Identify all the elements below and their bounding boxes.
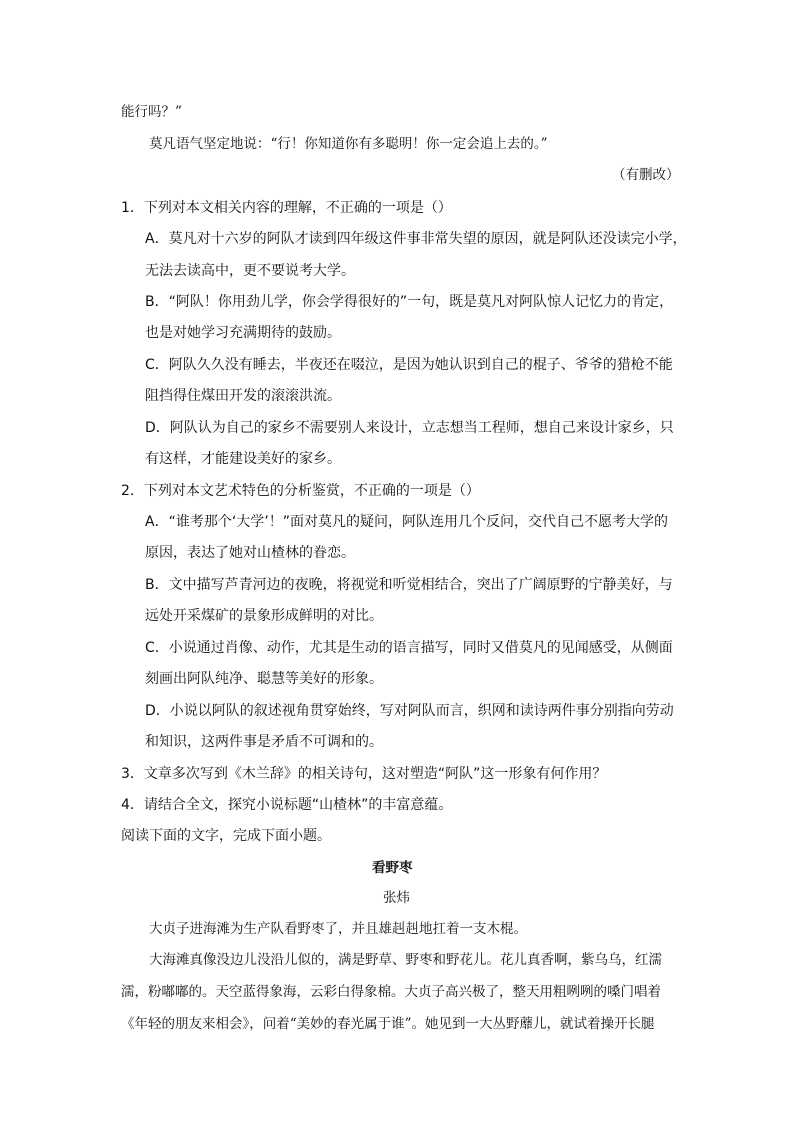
story-paragraph-line: 大海滩真像没边儿没沿儿似的，满是野草、野枣和野花儿。花儿真香啊，紫乌乌，红濡 [149,952,662,968]
story-paragraph-line: 大贞子进海滩为生产队看野枣了，并且雄赳赳地扛着一支木棍。 [149,921,527,937]
question-2-stem: 2．下列对本文艺术特色的分析鉴赏，不正确的一项是（） [121,483,480,499]
option-d-line: D．小说以阿队的叙述视角贯穿始终，写对阿队而言，织网和读诗两件事分别指向劳动 [145,703,674,719]
question-4-stem: 4．请结合全文，探究小说标题“山楂林”的丰富意蕴。 [121,797,453,813]
reading-instruction: 阅读下面的文字，完成下面小题。 [121,828,331,844]
option-a-line: 无法去读高中，更不要说考大学。 [145,263,355,279]
passage-source-note: （有删改） [612,167,680,183]
option-a-line: 原因，表达了她对山楂林的眷恋。 [145,545,355,561]
option-c-line: C．小说通过肖像、动作，尤其是生动的语言描写，同时又借莫凡的见闻感受，从侧面 [145,640,673,656]
story-author: 张炜 [383,890,410,906]
story-title: 看野枣 [372,860,413,876]
story-paragraph-line: 濡，粉嘟嘟的。天空蓝得象海，云彩白得象棉。大贞子高兴极了，整天用粗咧咧的嗓门唱着 [121,984,661,1000]
option-d-line: 有这样，才能建设美好的家乡。 [145,451,341,467]
story-paragraph-line: 《年轻的朋友来相会》，问着“美妙的春光属于谁”。她见到一大丛野蘼儿，就试着操开长腿 [121,1016,655,1032]
passage-line: 能行吗？” [121,104,182,120]
passage-line: 莫凡语气坚定地说：“行！你知道你有多聪明！你一定会追上去的。” [149,136,548,152]
option-d-line: 和知识，这两件事是矛盾不可调和的。 [145,734,383,750]
option-c-line: 阻挡得住煤田开发的滚滚洪流。 [145,388,341,404]
option-a-line: A．莫凡对十六岁的阿队才读到四年级这件事非常失望的原因，就是阿队还没读完小学， [145,231,687,247]
option-c-line: C．阿队久久没有睡去，半夜还在啜泣，是因为她认识到自己的棍子、爷爷的猎枪不能 [145,357,673,373]
option-a-line: A．“谁考那个‘大学’！”面对莫凡的疑问，阿队连用几个反问，交代自己不愿考大学的 [145,514,668,530]
question-3-stem: 3．文章多次写到《木兰辞》的相关诗句，这对塑造“阿队”这一形象有何作用？ [121,766,607,782]
option-b-line: 远处开采煤矿的景象形成鲜明的对比。 [145,608,383,624]
option-b-line: B．“阿队！你用劲儿学，你会学得很好的”一句，既是莫凡对阿队惊人记忆力的肯定， [145,294,674,310]
question-1-stem: 1．下列对本文相关内容的理解，不正确的一项是（） [121,200,452,216]
option-b-line: 也是对她学习充满期待的鼓励。 [145,325,341,341]
option-b-line: B．文中描写芦青河边的夜晚，将视觉和听觉相结合，突出了广阔原野的宁静美好，与 [145,577,673,593]
option-d-line: D．阿队认为自己的家乡不需要别人来设计，立志想当工程师，想自己来设计家乡，只 [145,420,674,436]
option-c-line: 刻画出阿队纯净、聪慧等美好的形象。 [145,671,383,687]
